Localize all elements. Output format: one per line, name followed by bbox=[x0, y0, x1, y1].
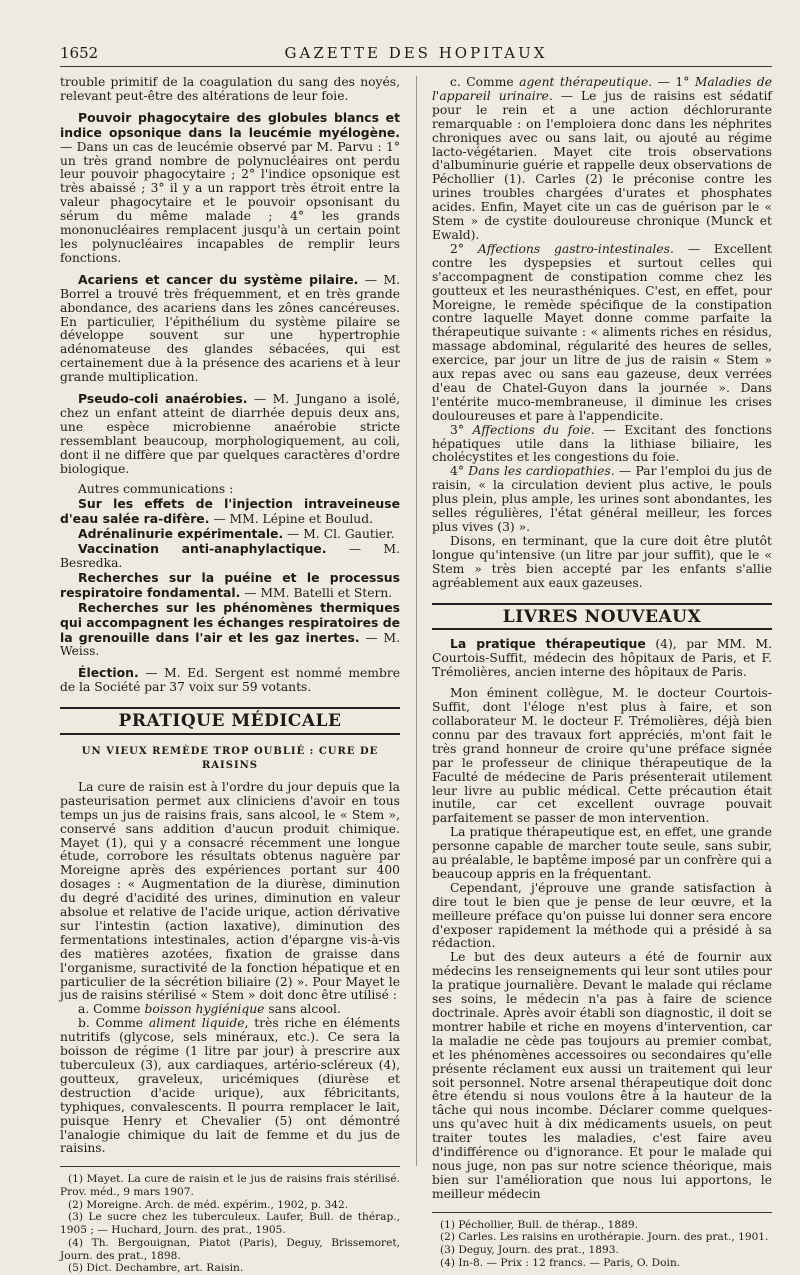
article-title: Pseudo-coli anaérobies. bbox=[78, 391, 248, 407]
paragraph: Autres communications : bbox=[78, 482, 234, 497]
article-paragraph: Pseudo-coli anaérobies. — M. Jungano a isolé, chez un enfant atteint de diarrhée depuis deux ans, une espèce microbienne anaérobie stricte ressemblant beaucoup, morphologiquement, au coli, dont il ne diffère que par quelques caractères d'ordre biologique. bbox=[60, 391, 401, 476]
paragraph: Le but des deux auteurs a été de fournir aux médecins les renseignements qui leur sont utiles pour la pratique journalière. Devant le malade qui réclame ses soins, le médecin n'a pas à faire de science doctrinale. Après avoir établi son diagnostic, il doit se montrer habile et riche en moyens d'intervention, car la maladie ne cède pas toujours au premier combat, et les phénomènes accessoires ou secondaires qu'elle présente réclament eux aussi un traitement qui leur soit personnel. Notre arsenal thérapeutique doit donc être étendu si nous voulons être à la hauteur de la tâche qui nous incombe. Déclarer comme quelques-uns qu'avec huit à dix médicaments usuels, on peut traiter toutes les maladies, c'est faire aveu d'indifférence ou d'ignorance. Et pour le malade qui nous juge, non pas sur notre science théorique, mais bien sur l'amélioration que nous lui apportons, le meilleur médecin bbox=[432, 950, 772, 1201]
footnote: (4) In-8. — Prix : 12 francs. — Paris, O. Doin. bbox=[440, 1256, 681, 1269]
article-paragraph: Recherches sur les phénomènes thermiques qui accompagnent les échanges respiratoires de la grenouille dans l'air et les gaz inertes. — M. Weiss. bbox=[60, 599, 400, 659]
footnote: (3) Deguy, Journ. des prat., 1893. bbox=[440, 1244, 619, 1257]
footnote: (2) Moreigne. Arch. de méd. expérim., 1902, p. 342. bbox=[68, 1198, 349, 1211]
article-paragraph: Adrénalinurie expérimentale. — M. Cl. Gautier. bbox=[78, 526, 395, 542]
article-paragraph: Élection. — M. Ed. Sergent est nommé membre de la Société par 37 voix sur 59 votants. bbox=[60, 665, 400, 695]
paragraph: La pratique thérapeutique est, en effet, une grande personne capable de marcher toute seule, sans subir, au préalable, le baptême imposé par un confrère qui a beaucoup appris en la fréquentant. bbox=[432, 825, 772, 881]
footnote-rule bbox=[60, 1166, 400, 1167]
paragraph: c. Comme agent thérapeutique. — 1° Maladies de l'appareil urinaire. — Le jus de raisins est sédatif pour le rein et a une action déchlorurante remarquable : on l'emploiera donc dans les néphrites chroniques avec ou sans lait, ou ajouté au régime lacto-végétarien. Mayet cite trois observations d'albuminurie guérie et rappelle deux observations de Péchollier (1). Carles (2) le préconise contre les urines troubles chargées d'urates et phosphates acides. Enfin, Mayet cite un cas de guérison par le « Stem » de cystite douloureuse chronique (Munck et Ewald). bbox=[432, 75, 772, 242]
article-paragraph: Pouvoir phagocytaire des globules blancs et indice opsonique dans la leucémie myélogène. — Dans un cas de leucémie observé par M. Parvu : 1° un très grand nombre de polynucléaires ont perdu leur pouvoir phagocytaire ; 2° l'indice opsonique est très abaissé ; 3° il y a un rapport très étroit entre la valeur phagocytaire et le pouvoir opsonisant du sérum du même malade ; 4° les grands mononucléaires remplacent jusqu'à un certain point les polynucléaires incapables de remplir leurs fonctions. bbox=[60, 109, 400, 265]
footnote-rule bbox=[432, 1212, 772, 1213]
book-entry: La pratique thérapeutique (4), par MM. M. Courtois-Suffit, médecin des hôpitaux de Paris, et F. Trémolières, ancien interne des hôpitaux de Paris. bbox=[432, 636, 772, 680]
article-paragraph: Vaccination anti-anaphylactique. — M. Besredka. bbox=[60, 541, 400, 570]
footnote: (4) Th. Bergouignan, Piatot (Paris), Deguy, Brissemoret, Journ. des prat., 1898. bbox=[60, 1236, 400, 1262]
footnote: (1) Mayet. La cure de raisin et le jus de raisins frais stérilisé. Prov. méd., 9 mars 1907. bbox=[60, 1173, 400, 1199]
paragraph: trouble primitif de la coagulation du sang des noyés, relevant peut-être des altérations de leur foie. bbox=[60, 75, 400, 103]
paragraph: Cependant, j'éprouve une grande satisfaction à dire tout le bien que je pense de leur œuvre, et la meilleure préface qu'on puisse lui donner sera encore d'exposer rapidement la méthode qui a présidé à sa rédaction. bbox=[432, 880, 772, 951]
paragraph: b. Comme aliment liquide, très riche en éléments nutritifs (glycose, sels minéraux, etc.). Ce sera la boisson de régime (1 litre par jour) à prescrire aux tuberculeux (3), aux cardiaques, artério-scléreux (4), goutteux, graveleux, uricémiques (diurèse et destruction d'acide urique), aux fébricitants, typhiques, convalescents. Il pourra remplacer le lait, puisque Henry et Chevalier (5) ont démontré l'analogie chimique du lait de femme et du jus de raisins. bbox=[60, 1016, 400, 1156]
left-column bbox=[60, 76, 400, 1275]
section-subheading: UN VIEUX REMÈDE TROP OUBLIÉ : CURE DE RAISINS bbox=[81, 746, 379, 771]
article-title: Pouvoir phagocytaire des globules blancs et indice opsonique dans la leucémie myélogène. bbox=[60, 109, 400, 140]
page-number: 1652 bbox=[60, 44, 99, 62]
article-paragraph: Acariens et cancer du système pilaire. — M. Borrel a trouvé très fréquemment, et en très grande abondance, des acariens dans les zônes cancéreuses. En particulier, l'épithélium du système pilaire se développe souvent sur une hypertrophie adénomateuse des glandes sébacées, qui est certainement due à la présence des acariens et à leur grande multiplication. bbox=[60, 271, 401, 385]
footnote: (1) Péchollier, Bull. de thérap., 1889. bbox=[440, 1218, 638, 1231]
section-title: PRATIQUE MÉDICALE bbox=[60, 707, 400, 735]
paragraph: 2° Affections gastro-intestinales. — Excellent contre les dyspepsies et surtout celles qui s'accompagnent de constipation comme chez les goutteux et les neurasthéniques. C'est, en effet, pour Moreigne, le remède spécifique de la constipation contre laquelle Mayet donne comme parfaite la thérapeutique suivante : « aliments riches en résidus, massage abdominal, régularité des heures de selles, exercice, par jour un litre de jus de raisin « Stem » aux repas avec ou sans eau gazeuse, deux verrées d'eau de Chatel-Guyon dans la journée ». Dans l'entérite muco-membraneuse, il diminue les crises douloureuses et pare à l'appendicite. bbox=[432, 241, 772, 423]
column-divider bbox=[416, 76, 417, 1166]
paragraph: 4° Dans les cardiopathies. — Par l'emploi du jus de raisin, « la circulation devient plus active, le pouls plus plein, plus ample, les urines sont abondantes, les selles régulières, l'état général meilleur, les forces plus vives (3) ». bbox=[432, 464, 773, 534]
footnote: (2) Carles. Les raisins en urothérapie. Journ. des prat., 1901. bbox=[440, 1231, 769, 1244]
paragraph: Disons, en terminant, que la cure doit être plutôt longue qu'intensive (un litre par jour suffit), que le « Stem » très bien accepté par les enfants s'allie agréablement aux eaux gazeuses. bbox=[432, 533, 772, 590]
paragraph: a. Comme boisson hygiénique sans alcool. bbox=[78, 1002, 341, 1017]
running-title: GAZETTE DES HOPITAUX bbox=[284, 44, 548, 62]
page-header bbox=[60, 40, 772, 67]
paragraph: 3° Affections du foie. — Excitant des fonctions hépatiques utile dans la lithiase biliaire, les cholécystites et les congestions du foie. bbox=[432, 422, 773, 465]
book-title: La pratique thérapeutique bbox=[450, 636, 646, 652]
footnotes bbox=[60, 1173, 400, 1275]
footnote: (3) Le sucre chez les tuberculeux. Laufer, Bull. de thérap., 1905 ; — Huchard, Journ. des prat., 1905. bbox=[60, 1211, 400, 1237]
right-column bbox=[432, 76, 772, 1270]
section-title: LIVRES NOUVEAUX bbox=[432, 603, 772, 631]
footnote: (5) Dict. Dechambre, art. Raisin. bbox=[68, 1262, 244, 1275]
paragraph: Mon éminent collègue, M. le docteur Courtois-Suffit, dont l'éloge n'est plus à faire, et son collaborateur M. le docteur F. Trémolières, déjà bien connu par des travaux fort appréciés, m'ont fait le très grand honneur de croire qu'une préface signée par le professeur de clinique thérapeutique de la Faculté de médecine de Paris présenterait utilement leur livre au public médical. Cette précaution était inutile, car cet excellent ouvrage pouvait parfaitement se passer de mon intervention. bbox=[432, 686, 772, 826]
article-title: Acariens et cancer du système pilaire. bbox=[78, 271, 359, 287]
article-paragraph: Recherches sur la puéine et le processus respiratoire fondamental. — MM. Batelli et Stern. bbox=[60, 569, 400, 600]
footnotes bbox=[432, 1219, 772, 1270]
article-paragraph: Sur les effets de l'injection intraveineuse d'eau salée ra-difère. — MM. Lépine et Boulud. bbox=[60, 496, 400, 527]
paragraph: La cure de raisin est à l'ordre du jour depuis que la pasteurisation permet aux cliniciens d'avoir en tous temps un jus de raisins frais, sans alcool, le « Stem », conservé sans addition d'aucun produit chimique. Mayet (1), qui y a consacré récemment une longue étude, corrobore les résultats obtenus naguère par Moreigne après des expériences portant sur 400 dosages : « Augmentation de la diurèse, diminution du degré d'acidité des urines, diminution en valeur absolue et relative de l'acide urique, action dérivative sur l'intestin (action laxative), diminution des fermentations intestinales, action d'épargne vis-à-vis des matières azotées, fixation de graisse dans l'organisme, suractivité de la fonction hépatique et en particulier de la sécrétion biliaire (2) ». Pour Mayet le jus de raisins stérilisé « Stem » doit donc être utilisé : bbox=[60, 779, 400, 1003]
